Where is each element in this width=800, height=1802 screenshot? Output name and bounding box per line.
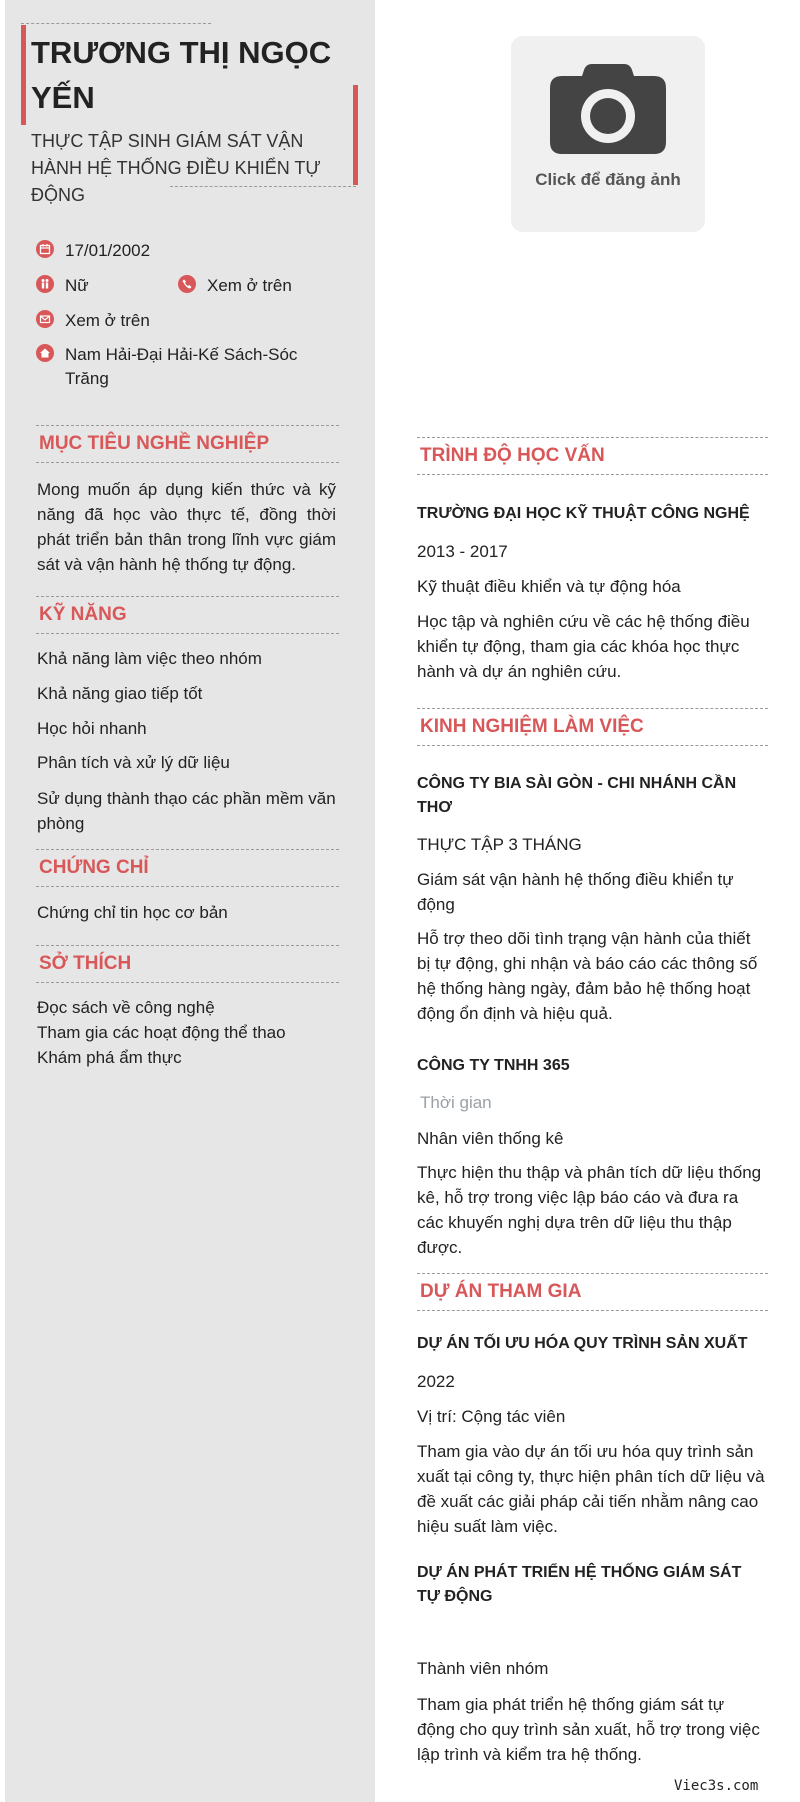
gender-icon	[36, 275, 54, 293]
job-position[interactable]: Giám sát vận hành hệ thống điều khiển tự động	[417, 870, 734, 914]
main-column	[417, 0, 765, 1802]
objective-title[interactable]: MỤC TIÊU NGHỀ NGHIỆP	[36, 425, 339, 463]
education-description[interactable]: Học tập và nghiên cứu về các hệ thống điều khiển tự động, tham gia các khóa học thực hành và dự án nghiên cứu.	[417, 612, 750, 681]
phone[interactable]: Xem ở trên	[207, 276, 292, 295]
project-description[interactable]: Tham gia vào dự án tối ưu hóa quy trình sản xuất tại công ty, thực hiện phân tích dữ liệu và đề xuất các giải pháp cải tiến nhằm nâng cao hiệu suất làm việc.	[417, 1442, 765, 1536]
education-major[interactable]: Kỹ thuật điều khiển và tự động hóa	[417, 577, 681, 596]
skill-item[interactable]: Phân tích và xử lý dữ liệu	[37, 753, 230, 772]
job-title[interactable]: THỰC TẬP SINH GIÁM SÁT VẬN HÀNH HỆ THỐNG ĐIỀU KHIỂN TỰ ĐỘNG	[31, 131, 321, 205]
projects-title[interactable]: DỰ ÁN THAM GIA	[417, 1273, 768, 1311]
project-name[interactable]: DỰ ÁN PHÁT TRIỂN HỆ THỐNG GIÁM SÁT TỰ ĐỘNG	[417, 1564, 742, 1605]
name-accent-bar-left	[21, 25, 26, 125]
phone-icon	[178, 275, 196, 293]
objective-text[interactable]: Mong muốn áp dụng kiến thức và kỹ năng đã học vào thực tế, đồng thời phát triển bản thân trong lĩnh vực giám sát và vận hành hệ thống tự động.	[37, 480, 336, 574]
hobby-item[interactable]: Khám phá ẩm thực	[37, 1048, 182, 1067]
hobby-item[interactable]: Tham gia các hoạt động thể thao	[37, 1023, 286, 1042]
education-period[interactable]: 2013 - 2017	[417, 542, 508, 561]
skill-item[interactable]: Khả năng giao tiếp tốt	[37, 684, 203, 703]
job-period[interactable]: Thời gian	[420, 1093, 492, 1112]
job-company[interactable]: CÔNG TY TNHH 365	[417, 1057, 570, 1074]
certificates-title[interactable]: CHỨNG CHỈ	[36, 849, 339, 887]
gender[interactable]: Nữ	[65, 276, 89, 295]
email[interactable]: Xem ở trên	[65, 311, 150, 330]
certificate-item[interactable]: Chứng chỉ tin học cơ bản	[37, 903, 228, 922]
project-role[interactable]: Vị trí: Cộng tác viên	[417, 1407, 566, 1426]
experience-title[interactable]: KINH NGHIỆM LÀM VIỆC	[417, 708, 768, 746]
email-icon	[36, 310, 54, 328]
hobby-item[interactable]: Đọc sách về công nghệ	[37, 998, 215, 1017]
job-company[interactable]: CÔNG TY BIA SÀI GÒN - CHI NHÁNH CẦN THƠ	[417, 775, 737, 816]
watermark: Viec3s.com	[674, 1778, 759, 1794]
calendar-icon	[36, 240, 54, 258]
skill-item[interactable]: Sử dụng thành thạo các phần mềm văn phòng	[37, 789, 336, 833]
skill-item[interactable]: Khả năng làm việc theo nhóm	[37, 649, 262, 668]
home-icon	[36, 344, 54, 362]
job-position[interactable]: Nhân viên thống kê	[417, 1129, 564, 1148]
name-accent-bar-right	[353, 85, 358, 185]
project-name[interactable]: DỰ ÁN TỐI ƯU HÓA QUY TRÌNH SẢN XUẤT	[417, 1335, 748, 1352]
address[interactable]: Nam Hải-Đại Hải-Kế Sách-Sóc Trăng	[65, 345, 298, 388]
project-description[interactable]: Tham gia phát triển hệ thống giám sát tự động cho quy trình sản xuất, hỗ trợ trong việc lập trình và kiểm tra hệ thống.	[417, 1695, 760, 1764]
name-bottom-divider	[170, 186, 356, 187]
job-description[interactable]: Thực hiện thu thập và phân tích dữ liệu thống kê, hỗ trợ trong việc lập báo cáo và đưa ra các khuyến nghị dựa trên dữ liệu thu thập được.	[417, 1163, 762, 1257]
education-school[interactable]: TRƯỜNG ĐẠI HỌC KỸ THUẬT CÔNG NGHỆ	[417, 505, 750, 522]
skills-title[interactable]: KỸ NĂNG	[36, 596, 339, 634]
project-role[interactable]: Thành viên nhóm	[417, 1659, 549, 1678]
birthday[interactable]: 17/01/2002	[65, 241, 151, 260]
education-title[interactable]: TRÌNH ĐỘ HỌC VẤN	[417, 437, 768, 475]
project-year[interactable]: 2022	[417, 1372, 455, 1391]
name-top-divider	[21, 23, 211, 24]
job-period[interactable]: THỰC TẬP 3 THÁNG	[417, 835, 582, 854]
hobbies-title[interactable]: SỞ THÍCH	[36, 945, 339, 983]
photo-upload-label: Click để đăng ảnh	[535, 170, 681, 189]
job-description[interactable]: Hỗ trợ theo dõi tình trạng vận hành của thiết bị tự động, ghi nhận và báo cáo các thông số hệ thống hàng ngày, đảm bảo hệ thống hoạt động ổn định và hiệu quả.	[417, 929, 758, 1023]
candidate-name[interactable]: TRƯƠNG THỊ NGỌC YẾN	[31, 35, 332, 115]
skill-item[interactable]: Học hỏi nhanh	[37, 719, 147, 738]
